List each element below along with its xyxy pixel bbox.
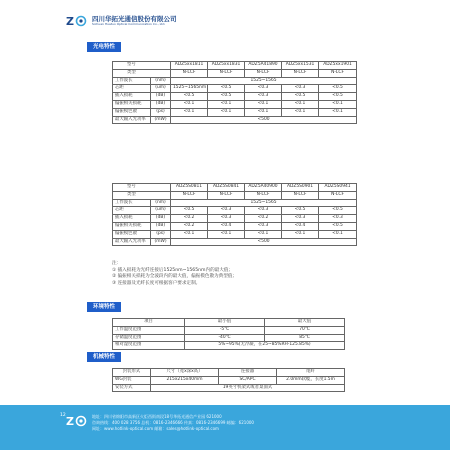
table-cell: <0.5 xyxy=(282,93,319,101)
table-cell: 最小值 xyxy=(185,319,265,327)
table-cell: 类型 xyxy=(113,191,171,199)
footer-address: 地址：四川省绵阳市高新区火炬西街南段18号华拓光通信产业园 621000 xyxy=(92,414,222,419)
table-cell: 型号 xyxy=(113,62,171,70)
footer-phone: 咨询热线：400 028 3756 总机：0816-2346666 传真：0816-2346699 邮编：621000 xyxy=(92,420,254,426)
table-cell: N-LCF xyxy=(171,191,208,199)
table-cell: (dB) xyxy=(151,100,171,108)
table-cell: ADZ5xx1531 xyxy=(282,62,319,70)
table-cell: N-LCF xyxy=(282,69,319,77)
table-cell: 偏振相关损耗 xyxy=(113,100,151,108)
table-cell: (dB) xyxy=(151,222,171,230)
mechanical-table xyxy=(112,368,345,392)
table-cell: <0.3 xyxy=(245,85,282,93)
table-row xyxy=(113,369,345,377)
table-cell: ADZ5S0901 xyxy=(282,184,319,192)
table-row xyxy=(113,85,357,93)
table-cell: 最大值 xyxy=(265,319,345,327)
table-cell: 70℃ xyxy=(265,326,345,334)
table-row xyxy=(113,93,357,101)
table-cell: <0.5 xyxy=(319,222,357,230)
table-cell: ADZ5A41890 xyxy=(245,62,282,70)
company-logo-icon xyxy=(66,15,88,27)
table-row xyxy=(113,199,357,207)
table-cell: 插入损耗 xyxy=(113,93,151,101)
company-name: 四川华拓光通信股份有限公司 xyxy=(92,14,177,23)
table-row xyxy=(113,376,345,384)
table-cell: <0.1 xyxy=(319,100,357,108)
table-row xyxy=(113,215,357,223)
table-cell: 芯距 xyxy=(113,207,151,215)
table-row xyxy=(113,230,357,238)
table-cell: 最大输入光功率 xyxy=(113,116,151,124)
note-line: ② 偏振相关损耗为全波段内的最大值，偏振模色散为典型值； xyxy=(112,274,238,279)
page-number: 12 xyxy=(60,413,66,418)
table-cell: (nm) xyxy=(151,77,171,85)
table-cell: <0.3 xyxy=(208,207,245,215)
table-row xyxy=(113,326,345,334)
table-cell: <0.5 xyxy=(319,93,357,101)
table-cell: (ps) xyxy=(151,108,171,116)
table-cell: <0.1 xyxy=(208,100,245,108)
table-row xyxy=(113,108,357,116)
table-cell: <500 xyxy=(171,238,357,246)
table-cell: 芯距 xyxy=(113,85,151,93)
table-cell: SC/APC xyxy=(219,376,277,384)
table-cell: N-LCF xyxy=(282,191,319,199)
table-row xyxy=(113,342,345,350)
table-cell: 19英寸机架式或者桌面式 xyxy=(151,384,345,392)
table-cell: <0.3 xyxy=(282,85,319,93)
table-cell: 存储温度范围 xyxy=(113,334,185,342)
table-row xyxy=(113,238,357,246)
table-cell: (mW) xyxy=(151,116,171,124)
table-row xyxy=(113,319,345,327)
table-cell: <0.1 xyxy=(282,100,319,108)
table-row xyxy=(113,69,357,77)
table-cell: 相对湿度范围 xyxy=(113,342,185,350)
table-cell: 插入损耗 xyxy=(113,215,151,223)
table-cell: 工作温度范围 xyxy=(113,326,185,334)
table-cell: <0.3 xyxy=(319,215,357,223)
table-cell: <0.5 xyxy=(208,85,245,93)
table-cell: ADZ5S0941 xyxy=(319,184,357,192)
table-cell: 安装方式 xyxy=(113,384,151,392)
table-cell: <0.1 xyxy=(319,230,357,238)
table-row xyxy=(113,116,357,124)
table-cell: ADZ5xx1831 xyxy=(208,62,245,70)
table-cell: <0.3 xyxy=(245,222,282,230)
table-cell: 215x215x40mm xyxy=(151,376,219,384)
table-cell: 偏振模色散 xyxy=(113,108,151,116)
table-cell: <0.3 xyxy=(208,215,245,223)
footer-contact xyxy=(92,414,254,433)
note-line: ③ 连接器及光纤长度可根据客户要求定制。 xyxy=(112,280,201,286)
table-cell: 连接器 xyxy=(219,369,277,377)
table-cell: <0.1 xyxy=(245,108,282,116)
section-title-environment: 环境特性 xyxy=(87,302,121,312)
table-cell: <0.1 xyxy=(245,230,282,238)
table-cell: <0.3 xyxy=(245,93,282,101)
table-cell: (nm) xyxy=(151,199,171,207)
table-cell: 最大输入光功率 xyxy=(113,238,151,246)
table-cell: 工作波长 xyxy=(113,199,151,207)
table-cell: 偏振模色散 xyxy=(113,230,151,238)
table-cell: 项目 xyxy=(113,319,185,327)
table-cell: <0.1 xyxy=(319,108,357,116)
table-cell: (um) xyxy=(151,85,171,93)
table-cell: <0.1 xyxy=(282,230,319,238)
table-cell: <0.1 xyxy=(208,108,245,116)
table-row xyxy=(113,384,345,392)
footer-logo-icon xyxy=(66,415,88,427)
table-cell: 85℃ xyxy=(265,334,345,342)
note-line: ① 插入损耗为光纤连接后1525nm~1565nm内的最大值； xyxy=(112,267,234,273)
optical-spec-table-1 xyxy=(112,61,357,124)
table-cell: <0.3 xyxy=(282,215,319,223)
table-cell: (dB) xyxy=(151,93,171,101)
table-cell: <0.5 xyxy=(171,93,208,101)
table-cell: <0.5 xyxy=(171,207,208,215)
table-cell: <0.1 xyxy=(282,108,319,116)
table-cell: <0.5 xyxy=(319,85,357,93)
table-cell: <0.1 xyxy=(208,230,245,238)
table-cell: (dB) xyxy=(151,215,171,223)
table-cell: 1525~1565 xyxy=(171,77,357,85)
table-row xyxy=(113,222,357,230)
table-cell: WG封装 xyxy=(113,376,151,384)
table-cell: 2.0mm软缆，长度1.5m xyxy=(277,376,345,384)
table-cell: -5℃ xyxy=(185,326,265,334)
table-cell: N-LCF xyxy=(208,191,245,199)
notes xyxy=(112,261,237,287)
table-cell: ADZ5S0841 xyxy=(208,184,245,192)
header xyxy=(66,14,177,28)
table-cell: 工作波长 xyxy=(113,77,151,85)
table-cell: (ps) xyxy=(151,230,171,238)
table-row xyxy=(113,191,357,199)
svg-text:Z: Z xyxy=(66,15,74,27)
section-title-mechanical: 机械特性 xyxy=(87,352,121,362)
table-cell: 类型 xyxy=(113,69,171,77)
table-row xyxy=(113,62,357,70)
company-name-en: Sichuan Huatuo Optical Communication Co., Ltd. xyxy=(92,22,166,27)
table-cell: N-LCF xyxy=(319,191,357,199)
table-row xyxy=(113,334,345,342)
table-cell: ADZ5xx1901 xyxy=(319,62,357,70)
table-cell: (um) xyxy=(151,207,171,215)
notes-title: 注： xyxy=(112,261,122,266)
table-cell: ADZ5A40900 xyxy=(245,184,282,192)
table-cell: 1525~1565 xyxy=(171,199,357,207)
table-cell: <0.1 xyxy=(171,100,208,108)
table-cell: <0.5 xyxy=(282,207,319,215)
table-cell: <0.1 xyxy=(171,230,208,238)
table-cell: 封装形式 xyxy=(113,369,151,377)
table-cell: 型号 xyxy=(113,184,171,192)
optical-spec-table-2 xyxy=(112,183,357,246)
table-cell: <0.1 xyxy=(171,108,208,116)
footer-web: 网址：www.hotlink-optical.com 邮箱：sales@hotlink-optical.com xyxy=(92,426,219,432)
table-cell: 偏振相关损耗 xyxy=(113,222,151,230)
table-cell: 尾纤 xyxy=(277,369,345,377)
table-cell: <0.1 xyxy=(245,100,282,108)
table-cell: ADZ5S0811 xyxy=(171,184,208,192)
table-cell: N-LCF xyxy=(171,69,208,77)
environment-table xyxy=(112,318,345,350)
table-cell: 1525~1565nm xyxy=(171,85,208,93)
table-row xyxy=(113,100,357,108)
table-cell: <500 xyxy=(171,116,357,124)
table-cell: <0.4 xyxy=(282,222,319,230)
table-cell: -40℃ xyxy=(185,334,265,342)
table-cell: 尺寸（宽x深x高） xyxy=(151,369,219,377)
section-title-optical: 光电特性 xyxy=(87,42,121,52)
table-cell: <0.4 xyxy=(208,222,245,230)
table-cell: N-LCF xyxy=(319,69,357,77)
table-row xyxy=(113,77,357,85)
table-row xyxy=(113,184,357,192)
table-cell: N-LCF xyxy=(208,69,245,77)
table-cell: (mW) xyxy=(151,238,171,246)
table-row xyxy=(113,207,357,215)
table-cell: <0.2 xyxy=(171,215,208,223)
table-cell: <0.5 xyxy=(319,207,357,215)
table-cell: <0.3 xyxy=(245,207,282,215)
table-cell: N-LCF xyxy=(245,191,282,199)
table-cell: <0.2 xyxy=(171,222,208,230)
table-cell: <0.5 xyxy=(208,93,245,101)
table-cell: <0.2 xyxy=(245,215,282,223)
svg-text:Z: Z xyxy=(66,415,74,427)
table-cell: N-LCF xyxy=(245,69,282,77)
table-cell: ADZ5xx1811 xyxy=(171,62,208,70)
table-cell: 5%~95%(无冷凝，在25~85%RH-125.85%) xyxy=(185,342,345,350)
